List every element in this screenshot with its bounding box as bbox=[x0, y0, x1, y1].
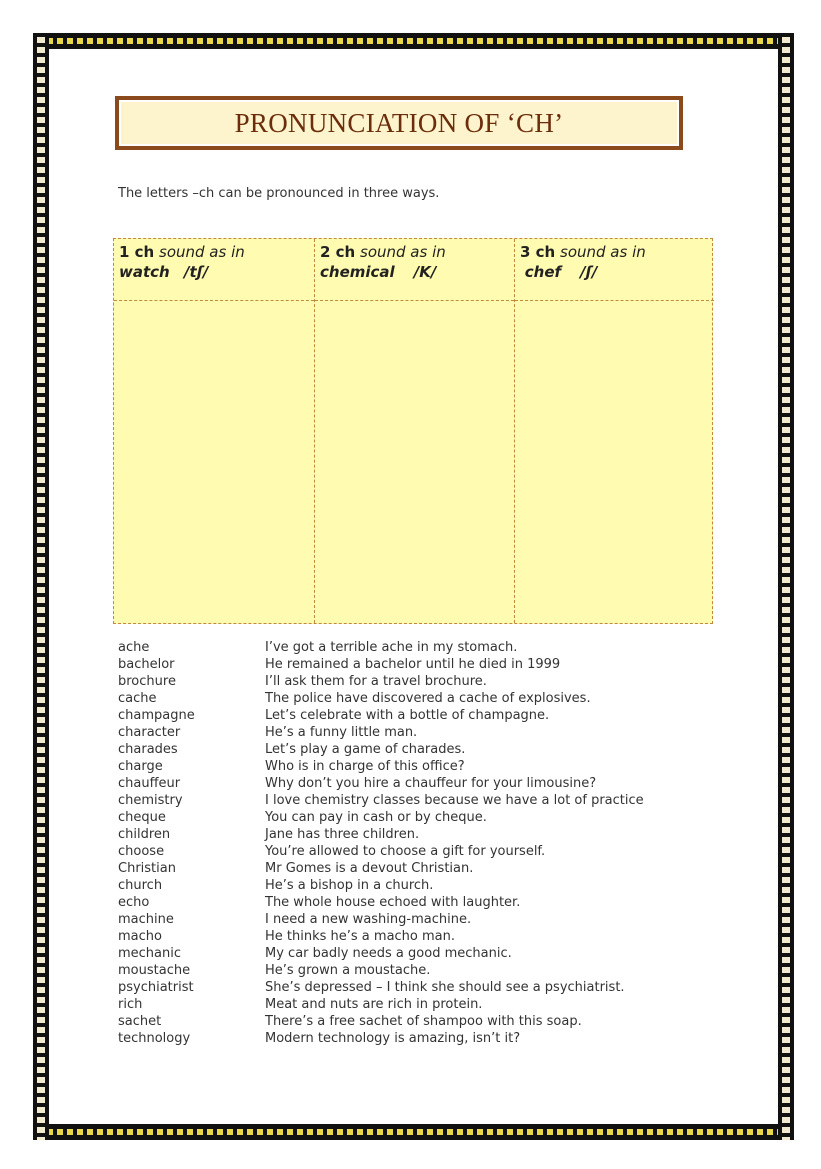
column-example: chemical bbox=[320, 263, 395, 281]
word: champagne bbox=[118, 708, 195, 723]
list-item bbox=[118, 962, 718, 979]
title-inner bbox=[119, 100, 679, 146]
column-phrase: sound as in bbox=[360, 243, 446, 261]
list-item bbox=[118, 707, 718, 724]
column-3 bbox=[514, 239, 714, 623]
column-example: watch bbox=[119, 263, 170, 281]
example-sentence: Meat and nuts are rich in protein. bbox=[265, 997, 483, 1012]
list-item bbox=[118, 809, 718, 826]
list-item bbox=[118, 1013, 718, 1030]
example-sentence: Jane has three children. bbox=[265, 827, 420, 842]
border-left bbox=[33, 33, 49, 1140]
example-sentence: He’s a funny little man. bbox=[265, 725, 418, 740]
example-sentence: Why don’t you hire a chauffeur for your limousine? bbox=[265, 776, 597, 791]
word-list bbox=[118, 639, 718, 1047]
example-sentence: He’s grown a moustache. bbox=[265, 963, 431, 978]
example-sentence: He remained a bachelor until he died in 1999 bbox=[265, 657, 561, 672]
sound-table bbox=[113, 238, 713, 624]
column-header bbox=[515, 239, 714, 301]
example-sentence: Who is in charge of this office? bbox=[265, 759, 465, 774]
list-item bbox=[118, 741, 718, 758]
list-item bbox=[118, 673, 718, 690]
column-header bbox=[114, 239, 314, 301]
column-number: 1 ch bbox=[119, 243, 155, 261]
word: technology bbox=[118, 1031, 191, 1046]
example-sentence: Let’s play a game of charades. bbox=[265, 742, 466, 757]
word: character bbox=[118, 725, 181, 740]
column-phrase: sound as in bbox=[159, 243, 245, 261]
word: mechanic bbox=[118, 946, 182, 961]
example-sentence: I need a new washing-machine. bbox=[265, 912, 472, 927]
word: ache bbox=[118, 640, 150, 655]
list-item bbox=[118, 690, 718, 707]
example-sentence: There’s a free sachet of shampoo with this soap. bbox=[265, 1014, 582, 1029]
column-1 bbox=[114, 239, 314, 623]
example-sentence: Let’s celebrate with a bottle of champagne. bbox=[265, 708, 550, 723]
list-item bbox=[118, 877, 718, 894]
title-box bbox=[115, 96, 683, 150]
word: charades bbox=[118, 742, 178, 757]
column-header bbox=[315, 239, 514, 301]
example-sentence: He’s a bishop in a church. bbox=[265, 878, 434, 893]
border-right bbox=[778, 33, 794, 1140]
list-item bbox=[118, 792, 718, 809]
word: Christian bbox=[118, 861, 176, 876]
list-item bbox=[118, 775, 718, 792]
example-sentence: The police have discovered a cache of explosives. bbox=[265, 691, 591, 706]
word: cheque bbox=[118, 810, 166, 825]
column-number: 2 ch bbox=[320, 243, 356, 261]
example-sentence: He thinks he’s a macho man. bbox=[265, 929, 456, 944]
example-sentence: You’re allowed to choose a gift for yourself. bbox=[265, 844, 546, 859]
example-sentence: You can pay in cash or by cheque. bbox=[265, 810, 487, 825]
example-sentence: I’ll ask them for a travel brochure. bbox=[265, 674, 487, 689]
word: macho bbox=[118, 929, 162, 944]
example-sentence: Mr Gomes is a devout Christian. bbox=[265, 861, 474, 876]
word: choose bbox=[118, 844, 165, 859]
list-item bbox=[118, 826, 718, 843]
intro-text: The letters –ch can be pronounced in three ways. bbox=[118, 186, 440, 201]
list-item bbox=[118, 945, 718, 962]
word: psychiatrist bbox=[118, 980, 194, 995]
column-ipa: /K/ bbox=[413, 263, 437, 281]
border-bottom bbox=[33, 1124, 794, 1140]
list-item bbox=[118, 996, 718, 1013]
column-number: 3 ch bbox=[520, 243, 556, 261]
list-item bbox=[118, 724, 718, 741]
column-ipa: /tʃ/ bbox=[184, 263, 209, 281]
list-item bbox=[118, 928, 718, 945]
example-sentence: The whole house echoed with laughter. bbox=[265, 895, 521, 910]
example-sentence: Modern technology is amazing, isn’t it? bbox=[265, 1031, 521, 1046]
word: machine bbox=[118, 912, 174, 927]
column-2 bbox=[314, 239, 514, 623]
example-sentence: My car badly needs a good mechanic. bbox=[265, 946, 512, 961]
list-item bbox=[118, 656, 718, 673]
list-item bbox=[118, 758, 718, 775]
example-sentence: I’ve got a terrible ache in my stomach. bbox=[265, 640, 518, 655]
word: chemistry bbox=[118, 793, 183, 808]
page-title: PRONUNCIATION OF ‘CH’ bbox=[234, 107, 564, 138]
list-item bbox=[118, 639, 718, 656]
list-item bbox=[118, 979, 718, 996]
word: moustache bbox=[118, 963, 191, 978]
word: sachet bbox=[118, 1014, 162, 1029]
example-sentence: I love chemistry classes because we have a lot of practice bbox=[265, 793, 644, 808]
border-top bbox=[33, 33, 794, 49]
column-example: chef bbox=[524, 263, 562, 281]
list-item bbox=[118, 860, 718, 877]
list-item bbox=[118, 843, 718, 860]
word: rich bbox=[118, 997, 143, 1012]
word: children bbox=[118, 827, 171, 842]
word: church bbox=[118, 878, 163, 893]
column-ipa: /ʃ/ bbox=[580, 263, 598, 281]
column-phrase: sound as in bbox=[560, 243, 646, 261]
word: brochure bbox=[118, 674, 176, 689]
list-item bbox=[118, 894, 718, 911]
word: chauffeur bbox=[118, 776, 181, 791]
word: charge bbox=[118, 759, 163, 774]
example-sentence: She’s depressed – I think she should see a psychiatrist. bbox=[265, 980, 625, 995]
list-item bbox=[118, 1030, 718, 1047]
word: bachelor bbox=[118, 657, 175, 672]
list-item bbox=[118, 911, 718, 928]
word: cache bbox=[118, 691, 157, 706]
word: echo bbox=[118, 895, 150, 910]
